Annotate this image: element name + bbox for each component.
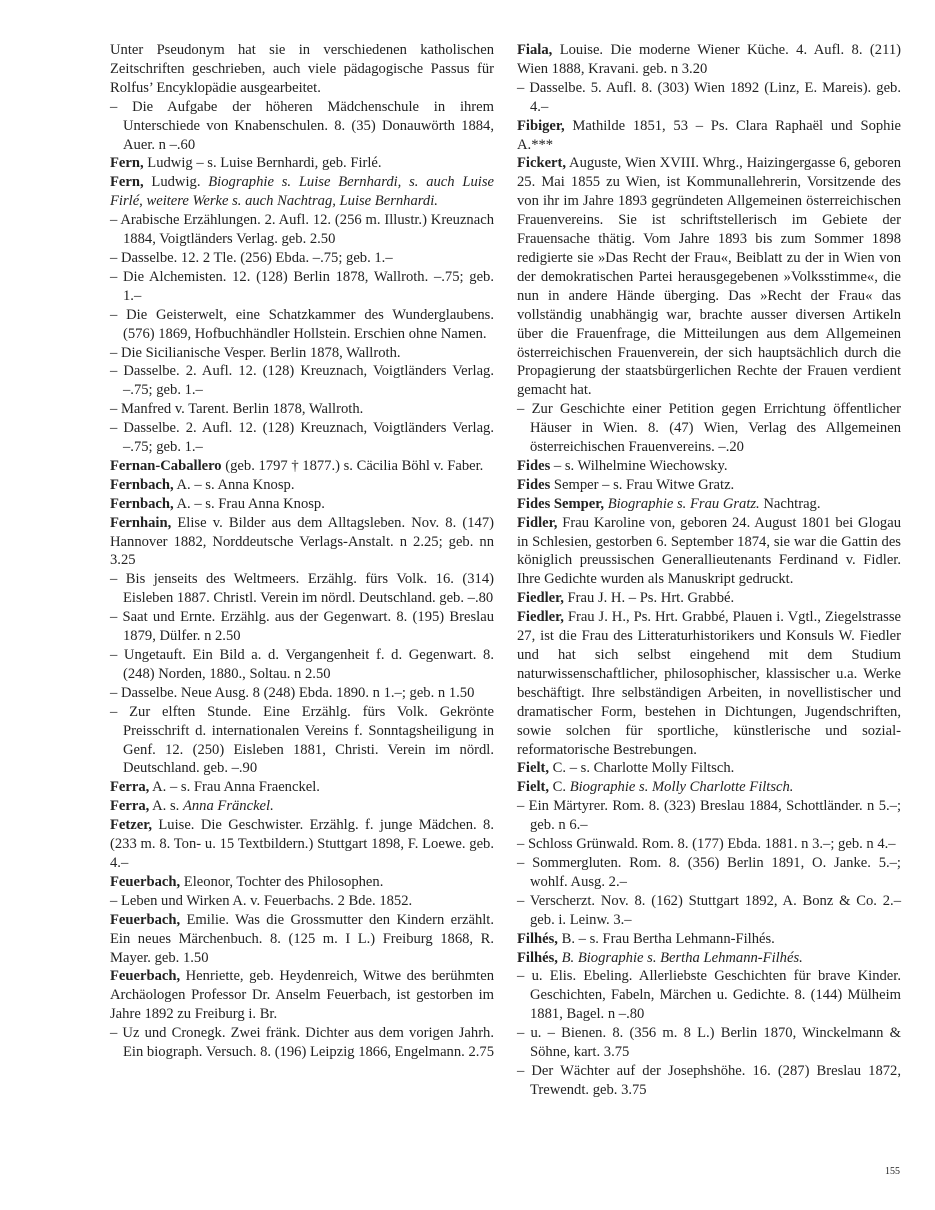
- author-entry: [517, 514, 901, 590]
- entry-text: A. – s. Frau Anna Fraenckel.: [149, 779, 320, 796]
- author-name: Fides: [517, 476, 551, 493]
- work-entry: [110, 570, 494, 608]
- author-entry: [517, 476, 901, 495]
- author-name: Fielt,: [517, 779, 550, 796]
- work-entry: [110, 98, 494, 155]
- author-name: Fernan-Caballero: [110, 457, 222, 474]
- entry-text: – Dasselbe. 2. Aufl. 12. (128) Kreuznach, Voigtländers Verlag. –.75; geb. 1.–: [110, 420, 494, 456]
- work-entry: [517, 892, 901, 930]
- author-entry: [517, 154, 901, 400]
- entry-text: – Uz und Cronegk. Zwei fränk. Dichter aus dem vorigen Jahrh. Ein biograph. Versuch. 8. (196) Leipzig 1866, Engelmann. 2.75: [110, 1025, 494, 1061]
- author-name: Fickert,: [517, 155, 567, 172]
- work-entry: [517, 854, 901, 892]
- entry-text: Ludwig – s. Luise Bernhardi, geb. Firlé.: [143, 155, 382, 172]
- entry-text: Unter Pseudonym hat sie in verschiedenen katholischen Zeitschriften geschrieben, auch viele pädagogische Passus für Rolfus’ Encyklopädie ausgearbeitet.: [110, 42, 494, 96]
- entry-text: – Die Geisterwelt, eine Schatzkammer des Wunderglaubens. (576) 1869, Hofbuchhändler Hollstein. Erschien ohne Namen.: [110, 306, 494, 342]
- author-name: Feuerbach,: [110, 968, 181, 985]
- entry-text: – Dasselbe. Neue Ausg. 8 (248) Ebda. 1890. n 1.–; geb. n 1.50: [110, 684, 475, 701]
- entry-text: Ludwig.: [143, 174, 209, 191]
- entry-text: Frau J. H. – Ps. Hrt. Grabbé.: [563, 590, 735, 607]
- entry-text: – Der Wächter auf der Josephshöhe. 16. (287) Breslau 1872, Trewendt. geb. 3.75: [517, 1062, 901, 1098]
- author-name: Fides Semper,: [517, 495, 605, 512]
- entry-text: Frau J. H., Ps. Hrt. Grabbé, Plauen i. Vgtl., Ziegelstrasse 27, ist die Frau des Litteraturhistorikers und Konsuls W. Fiedler und hat sich selbst eingehend mit dem Studium naturwissenschaftlicher, philosophischer, klassischer u.a. Werke beschäftigt. Ihre selbständigen Arbeiten, in novellistischer und dramatischer Form, bestehen in Dichtungen, Jugendschriften, sowie solchen für sportliche, künstlerische und sozial-reformatorische Bestrebungen.: [517, 609, 901, 758]
- work-entry: [110, 306, 494, 344]
- work-entry: [110, 684, 494, 703]
- entry-text: – Sommergluten. Rom. 8. (356) Berlin 1891, O. Janke. 5.–; wohlf. Ausg. 2.–: [517, 854, 901, 890]
- work-entry: [110, 892, 494, 911]
- author-name: Fern,: [110, 174, 144, 191]
- work-entry: [110, 646, 494, 684]
- work-entry: [517, 400, 901, 457]
- author-name: Fiedler,: [517, 609, 564, 626]
- author-name: Feuerbach,: [110, 873, 181, 890]
- entry-text: – Verscherzt. Nov. 8. (162) Stuttgart 1892, A. Bonz & Co. 2.– geb. i. Leinw. 3.–: [517, 892, 901, 928]
- author-entry: [110, 154, 494, 173]
- entry-italic: Biographie s. Luise Bernhardi, s. auch Luise Firlé, weitere Werke s. auch Nachtrag, Luise Bernhardi.: [110, 174, 494, 210]
- entry-text: – Ein Märtyrer. Rom. 8. (323) Breslau 1884, Schottländer. n 5.–; geb. n 6.–: [517, 798, 901, 834]
- author-name: Filhés,: [517, 930, 558, 947]
- entry-italic: Anna Fränckel.: [182, 798, 274, 815]
- entry-text: – Leben und Wirken A. v. Feuerbachs. 2 Bde. 1852.: [110, 892, 413, 909]
- work-entry: [517, 79, 901, 117]
- author-entry: [110, 911, 494, 968]
- work-entry: [517, 797, 901, 835]
- entry-text: Frau Karoline von, geboren 24. August 1801 bei Glogau in Schlesien, gestorben 6. September 1874, sie war die Gattin des königlich preussischen Generallieutenants Ferdinand v. Fidler. Ihre Gedichte wurden als Manuskript gedruckt.: [517, 514, 901, 588]
- work-entry: [517, 967, 901, 1024]
- entry-text: – Dasselbe. 2. Aufl. 12. (128) Kreuznach, Voigtländers Verlag. –.75; geb. 1.–: [110, 363, 494, 399]
- work-entry: [110, 400, 494, 419]
- continued-text: [110, 41, 494, 98]
- author-entry: [110, 816, 494, 873]
- work-entry: [110, 703, 494, 779]
- entry-text: – u. Elis. Ebeling. Allerliebste Geschichten für brave Kinder. Geschichten, Fabeln, Märchen u. Gedichte. 8. (144) Mülheim 1881, Bagel. n –.80: [517, 968, 901, 1023]
- work-entry: [110, 362, 494, 400]
- entry-italic: Biographie s. Molly Charlotte Filtsch.: [569, 779, 794, 796]
- left-column: [110, 41, 494, 1062]
- work-entry: [517, 1062, 901, 1100]
- entry-text: Luise. Die Geschwister. Erzählg. f. junge Mädchen. 8. (233 m. 8. Ton- u. 15 Textbildern.) Stuttgart 1898, F. Loewe. geb. 4.–: [110, 817, 494, 871]
- author-entry: [110, 457, 494, 476]
- work-entry: [517, 835, 901, 854]
- entry-text: A. s.: [149, 798, 183, 815]
- entry-text: – u. – Bienen. 8. (356 m. 8 L.) Berlin 1870, Winckelmann & Söhne, kart. 3.75: [517, 1025, 901, 1061]
- author-entry: [110, 873, 494, 892]
- author-entry: [110, 173, 494, 211]
- entry-text: C.: [549, 779, 570, 796]
- author-entry: [517, 930, 901, 949]
- author-name: Fernbach,: [110, 495, 174, 512]
- author-name: Fides: [517, 457, 551, 474]
- entry-text: Louise. Die moderne Wiener Küche. 4. Aufl. 8. (211) Wien 1888, Kravani. geb. n 3.20: [517, 42, 901, 77]
- entry-text: Semper – s. Frau Witwe Gratz.: [550, 476, 735, 493]
- entry-text: Mathilde 1851, 53 – Ps. Clara Raphaël und Sophie A.***: [517, 117, 901, 153]
- entry-text: – Zur elften Stunde. Eine Erzählg. fürs Volk. Gekrönte Preisschrift d. internationalen Vereins f. Sonntagsheiligung in Genf. 12. (250) Eisleben 1881, Christi. Verein im nördl. Deutschland. geb. –.90: [110, 703, 494, 777]
- author-name: Fielt,: [517, 760, 550, 777]
- entry-text: – Die Sicilianische Vesper. Berlin 1878, Wallroth.: [110, 344, 401, 361]
- entry-text: – Manfred v. Tarent. Berlin 1878, Wallroth.: [110, 401, 364, 418]
- author-entry: [517, 457, 901, 476]
- entry-italic: B. Biographie s. Bertha Lehmann-Filhés.: [561, 949, 803, 966]
- entry-text: – Die Alchemisten. 12. (128) Berlin 1878, Wallroth. –.75; geb. 1.–: [110, 268, 494, 304]
- author-entry: [110, 967, 494, 1024]
- author-entry: [110, 476, 494, 495]
- author-name: Fiedler,: [517, 590, 564, 607]
- author-entry: [110, 495, 494, 514]
- entry-text: – Ungetauft. Ein Bild a. d. Vergangenheit f. d. Gegenwart. 8. (248) Norden, 1880., Soltau. n 2.50: [110, 647, 494, 682]
- entry-text: Eleonor, Tochter des Philosophen.: [180, 873, 384, 890]
- right-column: [517, 41, 901, 1100]
- work-entry: [110, 211, 494, 249]
- author-name: Fern,: [110, 155, 144, 172]
- entry-text: – Arabische Erzählungen. 2. Aufl. 12. (256 m. Illustr.) Kreuznach 1884, Voigtländers Verlag. geb. 2.50: [110, 212, 494, 248]
- author-name: Ferra,: [110, 779, 150, 796]
- entry-text: Auguste, Wien XVIII. Whrg., Haizingergasse 6, geboren 25. Mai 1855 zu Wien, ist Kommunallehrerin, Vorsitzende des von ihr im Jahre 1893 gegründeten Allgemeinen österreichischen Frauenvereins. Sie ist schriftstellerisch im Gebiete der Frauensache thätig. Vom Jahre 1893 bis zum Sommer 1898 redigierte sie »Das Recht der Frau«, Beiblatt zu der in Wien von der demokratischen Partei herausgegebenen »Volksstimme«, die nun in andere Hände überging. Das »Recht der Frau« das vollständig unabhängig war, brachte ausser diversen Artikeln über die Frauenfrage, die Mitteilungen aus dem Allgemeinen österreichischen Frauenverein, der sich hauptsächlich durch die Propagierung der staatsbürgerlichen Rechte der Frauen verdient gemacht hat.: [517, 155, 901, 399]
- work-entry: [110, 419, 494, 457]
- entry-text: A. – s. Anna Knosp.: [173, 476, 295, 493]
- entry-text: Elise v. Bilder aus dem Alltagsleben. Nov. 8. (147) Hannover 1882, Norddeutsche Verlags-Anstalt. n 2.25; geb. nn 3.25: [110, 514, 494, 569]
- author-entry: [517, 778, 901, 797]
- entry-text: – Saat und Ernte. Erzählg. aus der Gegenwart. 8. (195) Breslau 1879, Dülfer. n 2.50: [110, 609, 494, 645]
- entry-text: – s. Wilhelmine Wiechowsky.: [550, 457, 728, 474]
- entry-text: – Schloss Grünwald. Rom. 8. (177) Ebda. 1881. n 3.–; geb. n 4.–: [517, 836, 896, 853]
- author-entry: [517, 41, 901, 79]
- work-entry: [110, 344, 494, 363]
- author-name: Fibiger,: [517, 117, 565, 134]
- entry-italic: Biographie s. Frau Gratz.: [607, 495, 760, 512]
- page-number: 155: [885, 1166, 900, 1177]
- entry-text: A. – s. Frau Anna Knosp.: [173, 495, 325, 512]
- author-entry: [110, 797, 494, 816]
- author-entry: [517, 495, 901, 514]
- entry-text: – Zur Geschichte einer Petition gegen Errichtung öffentlicher Häuser in Wien. 8. (47) Wien, Verlag des Allgemeinen österreichischen Frauenvereins. –.20: [517, 401, 901, 456]
- entry-text: Henriette, geb. Heydenreich, Witwe des berühmten Archäologen Professor Dr. Anselm Feuerbach, ist gestorben im Jahre 1892 zu Freiburg i. Br.: [110, 968, 494, 1023]
- author-entry: [517, 949, 901, 968]
- work-entry: [110, 268, 494, 306]
- author-entry: [517, 589, 901, 608]
- entry-text: Emilie. Was die Grossmutter den Kindern erzählt. Ein neues Märchenbuch. 8. (125 m. I L.) Freiburg 1868, R. Mayer. geb. 1.50: [110, 911, 494, 966]
- entry-text: – Bis jenseits des Weltmeers. Erzählg. fürs Volk. 16. (314) Eisleben 1887. Christl. Verein im nördl. Deutschland. geb. –.80: [110, 571, 494, 607]
- author-name: Fidler,: [517, 514, 558, 531]
- entry-text: (geb. 1797 † 1877.) s. Cäcilia Böhl v. Faber.: [221, 457, 484, 474]
- author-entry: [517, 117, 901, 155]
- entry-text: – Dasselbe. 12. 2 Tle. (256) Ebda. –.75; geb. 1.–: [110, 249, 393, 266]
- author-name: Filhés,: [517, 949, 558, 966]
- author-name: Fernbach,: [110, 476, 174, 493]
- work-entry: [110, 249, 494, 268]
- entry-text: – Dasselbe. 5. Aufl. 8. (303) Wien 1892 (Linz, E. Mareis). geb. 4.–: [517, 79, 901, 115]
- author-entry: [110, 514, 494, 571]
- author-name: Feuerbach,: [110, 911, 181, 928]
- work-entry: [517, 1024, 901, 1062]
- author-entry: [517, 608, 901, 759]
- author-name: Fernhain,: [110, 514, 172, 531]
- work-entry: [110, 1024, 494, 1062]
- author-entry: [110, 778, 494, 797]
- entry-text: C. – s. Charlotte Molly Filtsch.: [549, 760, 735, 777]
- entry-text: – Die Aufgabe der höheren Mädchenschule in ihrem Unterschiede von Knabenschulen. 8. (35) Donauwörth 1884, Auer. n –.60: [110, 98, 494, 153]
- author-entry: [517, 759, 901, 778]
- author-name: Ferra,: [110, 798, 150, 815]
- author-name: Fiala,: [517, 42, 553, 58]
- entry-text: B. – s. Frau Bertha Lehmann-Filhés.: [557, 930, 775, 947]
- entry-tail: Nachtrag.: [759, 495, 821, 512]
- author-name: Fetzer,: [110, 817, 152, 834]
- work-entry: [110, 608, 494, 646]
